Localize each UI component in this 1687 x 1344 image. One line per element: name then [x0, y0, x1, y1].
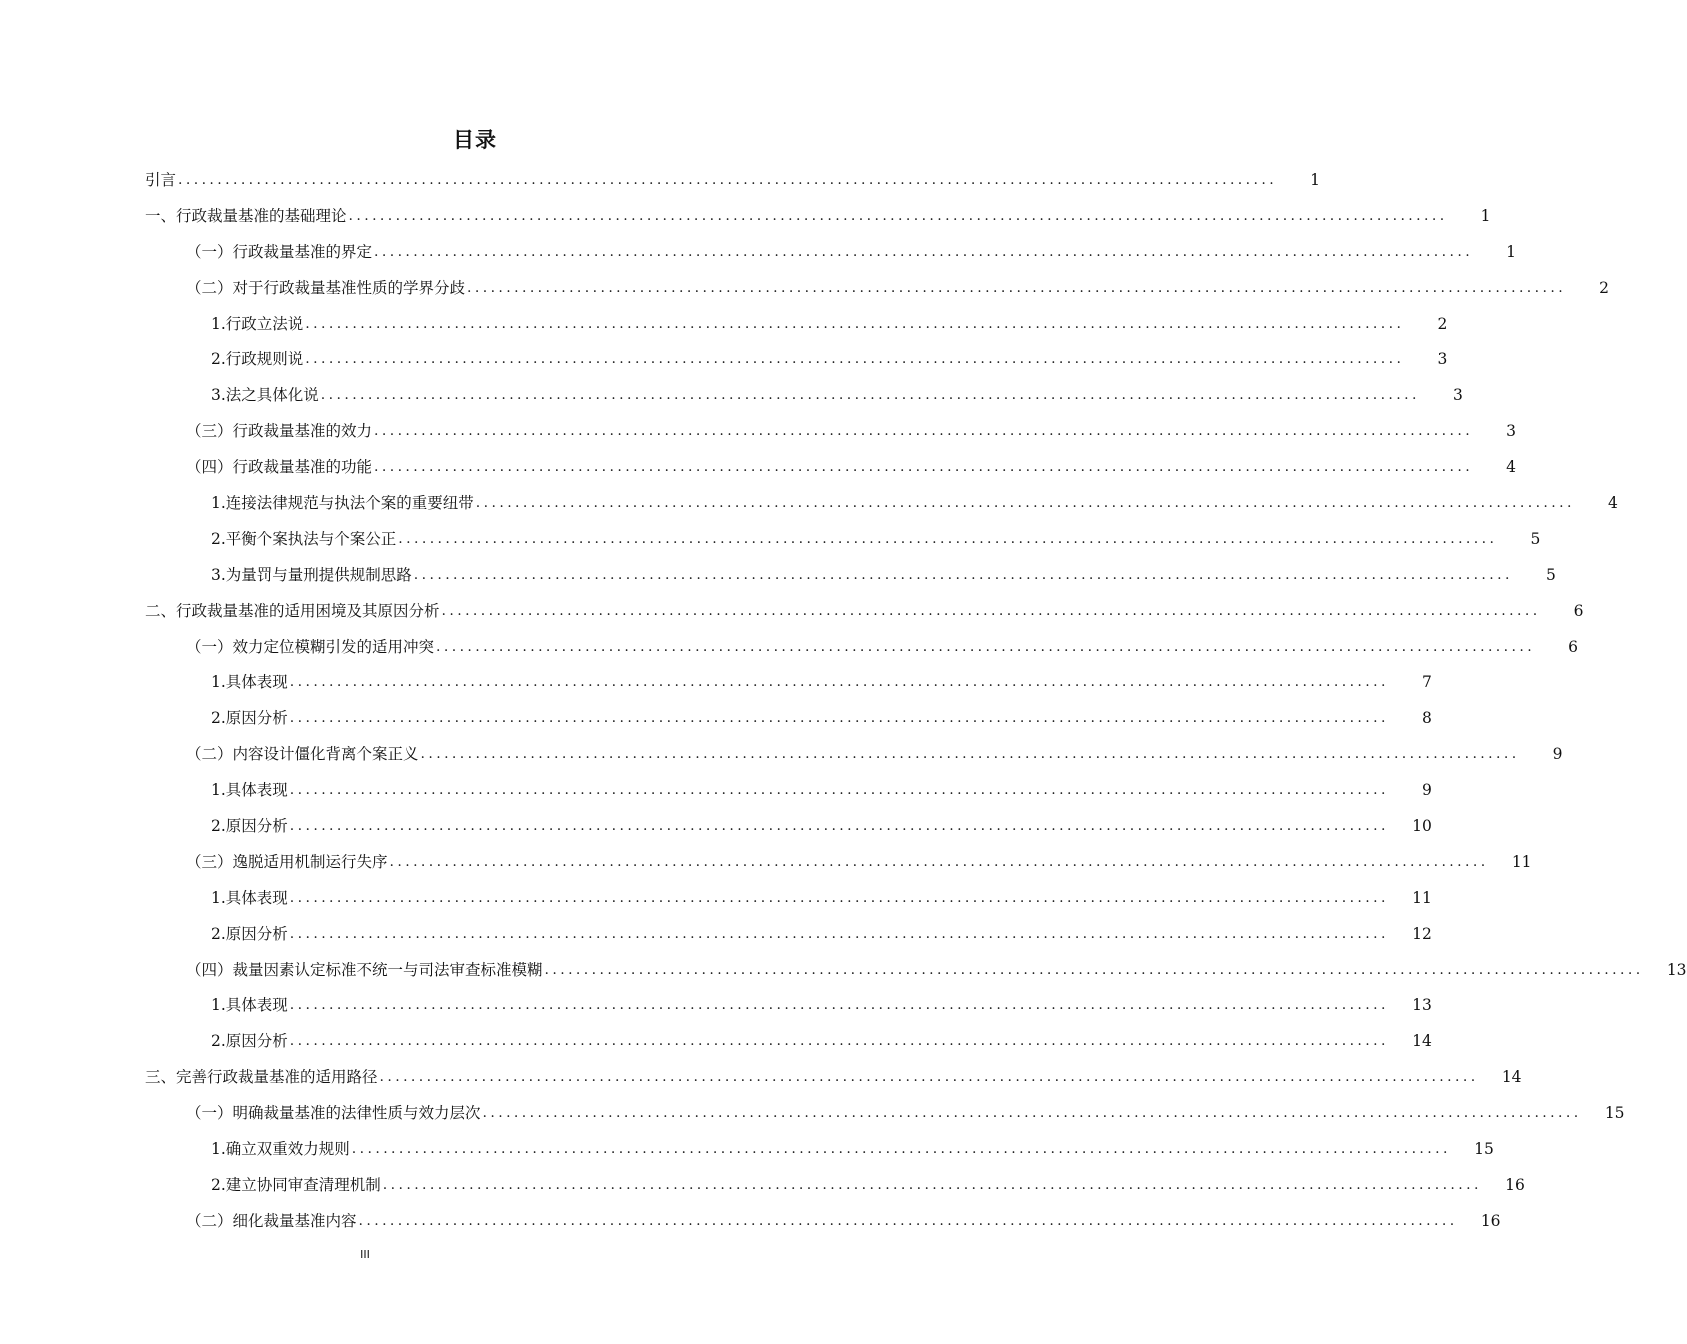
- toc-entry[interactable]: [0, 341, 1448, 377]
- toc-entry[interactable]: [0, 198, 1491, 234]
- toc-entry[interactable]: [0, 1131, 1494, 1167]
- toc-entry-label: （一）效力定位模糊引发的适用冲突: [186, 637, 435, 656]
- toc-entry-page-number: 3: [1437, 350, 1448, 369]
- toc-entry-label: 3.法之具体化说: [211, 386, 319, 405]
- toc-entry-label: 1.连接法律规范与执法个案的重要纽带: [211, 493, 474, 512]
- toc-entry-page-number: 16: [1480, 1211, 1501, 1230]
- dot-leader: ............................................................................................................................................: [305, 315, 1405, 332]
- toc-entry-label: （一）行政裁量基准的界定: [186, 242, 373, 261]
- dot-leader: ............................................................................................................................................: [441, 602, 1541, 619]
- toc-entry-page-number: 14: [1501, 1068, 1522, 1087]
- toc-entry[interactable]: [0, 521, 1541, 557]
- toc-entry-label: 3.为量罚与量刑提供规制思路: [211, 565, 412, 584]
- toc-entry-page-number: 9: [1421, 781, 1432, 800]
- toc-entry-label: 1.确立双重效力规则: [211, 1139, 350, 1158]
- toc-entry-page-number: 3: [1452, 386, 1463, 405]
- toc-entry-page-number: 10: [1412, 816, 1432, 835]
- dot-leader: ............................................................................................................................................: [436, 638, 1536, 655]
- toc-entry-label: 2.原因分析: [211, 816, 288, 835]
- dot-leader: ............................................................................................................................................: [475, 494, 1575, 511]
- dot-leader: ............................................................................................................................................: [374, 243, 1474, 260]
- toc-entry[interactable]: [0, 449, 1517, 485]
- dot-leader: ............................................................................................................................................: [482, 1105, 1582, 1122]
- toc-entry[interactable]: [0, 593, 1584, 629]
- toc-entry-page-number: 6: [1568, 637, 1579, 656]
- dot-leader: ............................................................................................................................................: [289, 1033, 1389, 1050]
- toc-entry[interactable]: [0, 1023, 1432, 1059]
- toc-entry-page-number: 13: [1412, 996, 1432, 1015]
- dot-leader: ............................................................................................................................................: [289, 997, 1389, 1014]
- toc-entry[interactable]: [0, 306, 1448, 342]
- toc-entry-label: （二）对于行政裁量基准性质的学界分歧: [186, 278, 466, 297]
- toc-entry[interactable]: [0, 162, 1321, 198]
- toc-entry-page-number: 16: [1505, 1175, 1525, 1194]
- toc-entry[interactable]: [0, 736, 1563, 772]
- toc-entry[interactable]: [0, 700, 1432, 736]
- toc-entry-label: 三、完善行政裁量基准的适用路径: [145, 1068, 378, 1087]
- toc-entry[interactable]: [0, 485, 1618, 521]
- dot-leader: ............................................................................................................................................: [398, 530, 1498, 547]
- toc-entry[interactable]: [0, 1059, 1522, 1095]
- toc-entry-page-number: 13: [1666, 960, 1687, 979]
- toc-entry[interactable]: [0, 377, 1463, 413]
- toc-entry-label: （二）内容设计僵化背离个案正义: [186, 745, 419, 764]
- toc-entry[interactable]: [0, 880, 1432, 916]
- toc-entry[interactable]: [0, 270, 1610, 306]
- dot-leader: ............................................................................................................................................: [289, 710, 1389, 727]
- dot-leader: ............................................................................................................................................: [289, 674, 1389, 691]
- toc-entry-page-number: 3: [1506, 422, 1517, 441]
- dot-leader: ............................................................................................................................................: [413, 566, 1513, 583]
- toc-entry-page-number: 9: [1552, 745, 1563, 764]
- toc-entry-label: （三）逸脱适用机制运行失序: [186, 852, 388, 871]
- toc-entry-label: 2.原因分析: [211, 709, 288, 728]
- toc-entry-label: 1.行政立法说: [211, 314, 304, 333]
- toc-entry-label: （一）明确裁量基准的法律性质与效力层次: [186, 1104, 481, 1123]
- toc-entry-label: （四）裁量因素认定标准不统一与司法审查标准模糊: [186, 960, 543, 979]
- dot-leader: ............................................................................................................................................: [305, 351, 1405, 368]
- toc-entry-label: 2.原因分析: [211, 1032, 288, 1051]
- dot-leader: ............................................................................................................................................: [348, 207, 1448, 224]
- dot-leader: ............................................................................................................................................: [467, 279, 1567, 296]
- toc-entry[interactable]: [0, 557, 1556, 593]
- toc-entry-page-number: 15: [1604, 1104, 1625, 1123]
- toc-entry-label: （二）细化裁量基准内容: [186, 1211, 357, 1230]
- toc-entry-page-number: 5: [1530, 529, 1541, 548]
- toc-entry[interactable]: [0, 1167, 1525, 1203]
- toc-entry-page-number: 4: [1506, 458, 1517, 477]
- toc-entry[interactable]: [0, 916, 1432, 952]
- toc-entry-label: 2.平衡个案执法与个案公正: [211, 529, 397, 548]
- toc-entry-label: 二、行政裁量基准的适用困境及其原因分析: [145, 601, 440, 620]
- dot-leader: ............................................................................................................................................: [320, 387, 1420, 404]
- toc-entry-page-number: 6: [1573, 601, 1584, 620]
- toc-entry-page-number: 11: [1412, 888, 1432, 907]
- dot-leader: ............................................................................................................................................: [374, 459, 1474, 476]
- dot-leader: ............................................................................................................................................: [389, 853, 1489, 870]
- toc-entry-label: 2.原因分析: [211, 924, 288, 943]
- dot-leader: ............................................................................................................................................: [374, 423, 1474, 440]
- toc-entry-page-number: 1: [1480, 206, 1491, 225]
- dot-leader: ............................................................................................................................................: [289, 925, 1389, 942]
- toc-entry-label: 1.具体表现: [211, 673, 288, 692]
- toc-entry-page-number: 12: [1412, 924, 1432, 943]
- toc-entry[interactable]: [0, 844, 1532, 880]
- toc-entry-page-number: 14: [1412, 1032, 1432, 1051]
- dot-leader: ............................................................................................................................................: [379, 1069, 1479, 1086]
- dot-leader: ............................................................................................................................................: [351, 1140, 1451, 1157]
- toc-entry-page-number: 4: [1607, 493, 1618, 512]
- toc-entry[interactable]: [0, 1203, 1501, 1239]
- dot-leader: ............................................................................................................................................: [420, 746, 1520, 763]
- toc-entry-label: 1.具体表现: [211, 781, 288, 800]
- toc-entry[interactable]: [0, 664, 1432, 700]
- toc-entry[interactable]: [0, 629, 1579, 665]
- toc-entry[interactable]: [0, 952, 1687, 988]
- toc-entry-page-number: 1: [1310, 170, 1321, 189]
- toc-entry-label: （四）行政裁量基准的功能: [186, 458, 373, 477]
- dot-leader: ............................................................................................................................................: [178, 171, 1278, 188]
- toc-entry[interactable]: [0, 1095, 1625, 1131]
- toc-entry-label: 引言: [145, 170, 177, 189]
- dot-leader: ............................................................................................................................................: [358, 1212, 1458, 1229]
- dot-leader: ............................................................................................................................................: [289, 889, 1389, 906]
- table-of-contents: [0, 162, 1687, 1239]
- toc-entry-page-number: 2: [1599, 278, 1610, 297]
- dot-leader: ............................................................................................................................................: [289, 782, 1389, 799]
- toc-entry-page-number: 2: [1437, 314, 1448, 333]
- toc-entry-label: 2.建立协同审查清理机制: [211, 1175, 381, 1194]
- toc-entry-page-number: 1: [1506, 242, 1517, 261]
- toc-entry-page-number: 15: [1474, 1139, 1494, 1158]
- toc-entry[interactable]: [0, 234, 1517, 270]
- toc-entry-page-number: 11: [1511, 852, 1532, 871]
- toc-entry[interactable]: [0, 413, 1517, 449]
- toc-entry[interactable]: [0, 987, 1432, 1023]
- toc-entry-label: （三）行政裁量基准的效力: [186, 422, 373, 441]
- toc-entry-page-number: 7: [1421, 673, 1432, 692]
- dot-leader: ............................................................................................................................................: [382, 1176, 1482, 1193]
- dot-leader: ............................................................................................................................................: [544, 961, 1644, 978]
- toc-entry-label: 1.具体表现: [211, 888, 288, 907]
- toc-entry-label: 2.行政规则说: [211, 350, 304, 369]
- toc-entry[interactable]: [0, 772, 1432, 808]
- page-title: 目录: [453, 128, 497, 152]
- toc-entry-label: 一、行政裁量基准的基础理论: [145, 206, 347, 225]
- page-number-footer: III: [360, 1248, 370, 1261]
- toc-entry[interactable]: [0, 808, 1432, 844]
- toc-entry-page-number: 8: [1421, 709, 1432, 728]
- toc-entry-label: 1.具体表现: [211, 996, 288, 1015]
- dot-leader: ............................................................................................................................................: [289, 817, 1389, 834]
- toc-entry-page-number: 5: [1545, 565, 1556, 584]
